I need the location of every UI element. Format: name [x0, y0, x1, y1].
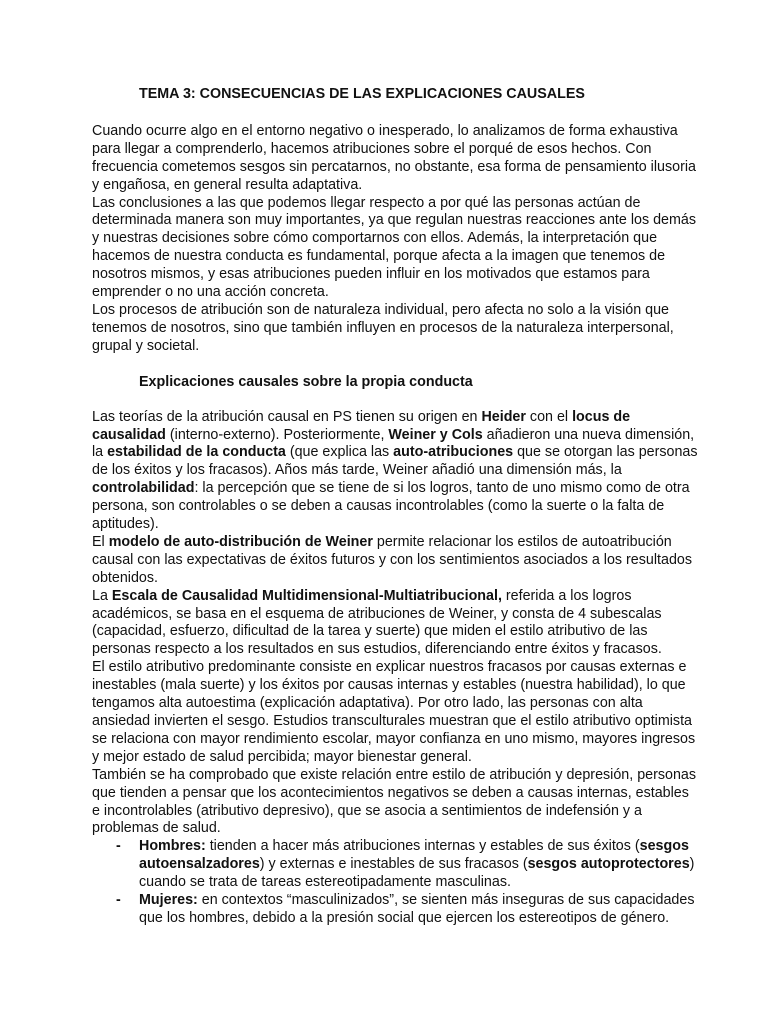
- intro-paragraph-2: Las conclusiones a las que podemos llegar respecto a por qué las personas actúan de determinada manera son muy importantes, ya que regulan nuestras reacciones ante los demás y nuestras decisiones sobre cómo comportarnos con ellos. Además, la interpretación que hacemos de nuestra conducta es fundamental, porque afecta a la imagen que tenemos de nosotros mismos, y esas atribuciones pueden influir en los motivados que estamos para emprender o no una acción concreta.: [92, 194, 696, 301]
- term-sesgos-autoensalzadores: sesgos autoensalzadores: [139, 838, 689, 873]
- document-title: TEMA 3: CONSECUENCIAS DE LAS EXPLICACIONES CAUSALES: [139, 86, 585, 102]
- bullet-dash: -: [116, 838, 121, 855]
- term-controlabilidad: controlabilidad: [92, 480, 195, 497]
- term-mujeres: Mujeres:: [139, 892, 198, 909]
- term-auto-atribuciones: auto-atribuciones: [393, 444, 514, 461]
- term-escala-causalidad: Escala de Causalidad Multidimensional-Multiatribucional,: [111, 587, 502, 604]
- text: ) y externas e inestables de sus fracasos (: [259, 856, 528, 873]
- list-item-hombres: [92, 838, 698, 892]
- text: El: [92, 533, 109, 550]
- list-item-mujeres: [92, 892, 698, 928]
- text: Las teorías de la atribución causal en PS tienen su origen en: [92, 408, 482, 425]
- text: referida a los logros académicos, se basa en el esquema de atribuciones de Weiner, y consta de 4 subescalas (capacidad, esfuerzo, dificultad de la tarea y suerte) que miden el estilo atributivo de las personas respecto a los resultados en sus estudios, diferenciando entre éxitos y fracasos.: [92, 587, 662, 658]
- text: ) cuando se trata de tareas estereotipadamente masculinas.: [139, 856, 695, 891]
- text: (que explica las: [285, 444, 394, 461]
- gender-bullet-list: [92, 838, 698, 928]
- paragraph-depresion: También se ha comprobado que existe relación entre estilo de atribución y depresión, personas que tienden a pensar que los acontecimientos negativos se deben a causas internas, estables e incontrolables (atributivo depresivo), que se asocia a sentimientos de indefensión y a problemas de salud.: [92, 766, 697, 837]
- text: (interno-externo). Posteriormente,: [165, 426, 389, 443]
- bullet-dash: -: [116, 892, 121, 909]
- paragraph-estilo-atributivo: El estilo atributivo predominante consiste en explicar nuestros fracasos por causas externas e inestables (mala suerte) y los éxitos por causas internas y estables (nuestra habilidad), lo que tengamos alta autoestima (explicación adaptativa). Por otro lado, las personas con alta ansiedad invierten el sesgo. Estudios transculturales muestran que el estilo atributivo optimista se relaciona con mayor rendimiento escolar, mayor confianza en uno mismo, mayores ingresos y mejor estado de salud percibida; mayor bienestar general.: [92, 659, 696, 765]
- term-estabilidad: estabilidad de la conducta: [107, 444, 286, 461]
- text: tienden a hacer más atribuciones internas y estables de sus éxitos (: [205, 838, 640, 855]
- text: añadieron una nueva dimensión, la: [92, 426, 695, 461]
- text: que se otorgan las personas de los éxitos y los fracasos). Años más tarde, Weiner añadió una dimensión más, la: [92, 444, 698, 479]
- term-hombres: Hombres:: [139, 838, 206, 855]
- section-subtitle: Explicaciones causales sobre la propia conducta: [139, 373, 473, 390]
- term-weiner-cols: Weiner y Cols: [388, 426, 483, 443]
- intro-paragraph-3: Los procesos de atribución son de naturaleza individual, pero afecta no solo a la visión que tenemos de nosotros, sino que también influyen en procesos de la naturaleza interpersonal, grupal y societal.: [92, 301, 674, 354]
- paragraph-escala-causalidad: [92, 588, 698, 660]
- text: en contextos “masculinizados”, se sienten más inseguras de sus capacidades que los hombres, debido a la presión social que ejercen los estereotipos de género.: [139, 892, 695, 926]
- text: con el: [525, 408, 573, 425]
- text: permite relacionar los estilos de autoatribución causal con las expectativas de éxitos futuros y con los sentimientos asociados a los resultados obtenidos.: [92, 533, 692, 586]
- intro-paragraph-1: Cuando ocurre algo en el entorno negativo o inesperado, lo analizamos de forma exhaustiva para llegar a comprenderlo, hacemos atribuciones sobre el porqué de esos hechos. Con frecuencia cometemos sesgos sin percatarnos, no obstante, esa forma de pensamiento ilusoria y engañosa, en general resulta adaptativa.: [92, 122, 696, 193]
- term-sesgos-autoprotectores: sesgos autoprotectores: [527, 856, 690, 873]
- text: La: [92, 587, 112, 604]
- term-heider: Heider: [481, 408, 526, 425]
- paragraph-atribucion-causal: [92, 409, 698, 534]
- term-locus-causalidad: locus de causalidad: [92, 408, 631, 443]
- term-modelo-weiner: modelo de auto-distribución de Weiner: [108, 533, 373, 550]
- paragraph-modelo-weiner: [92, 534, 698, 588]
- text: : la percepción que se tiene de si los logros, tanto de uno mismo como de otra persona, son controlables o se deben a causas incontrolables (como la suerte o la falta de aptitudes).: [92, 480, 690, 533]
